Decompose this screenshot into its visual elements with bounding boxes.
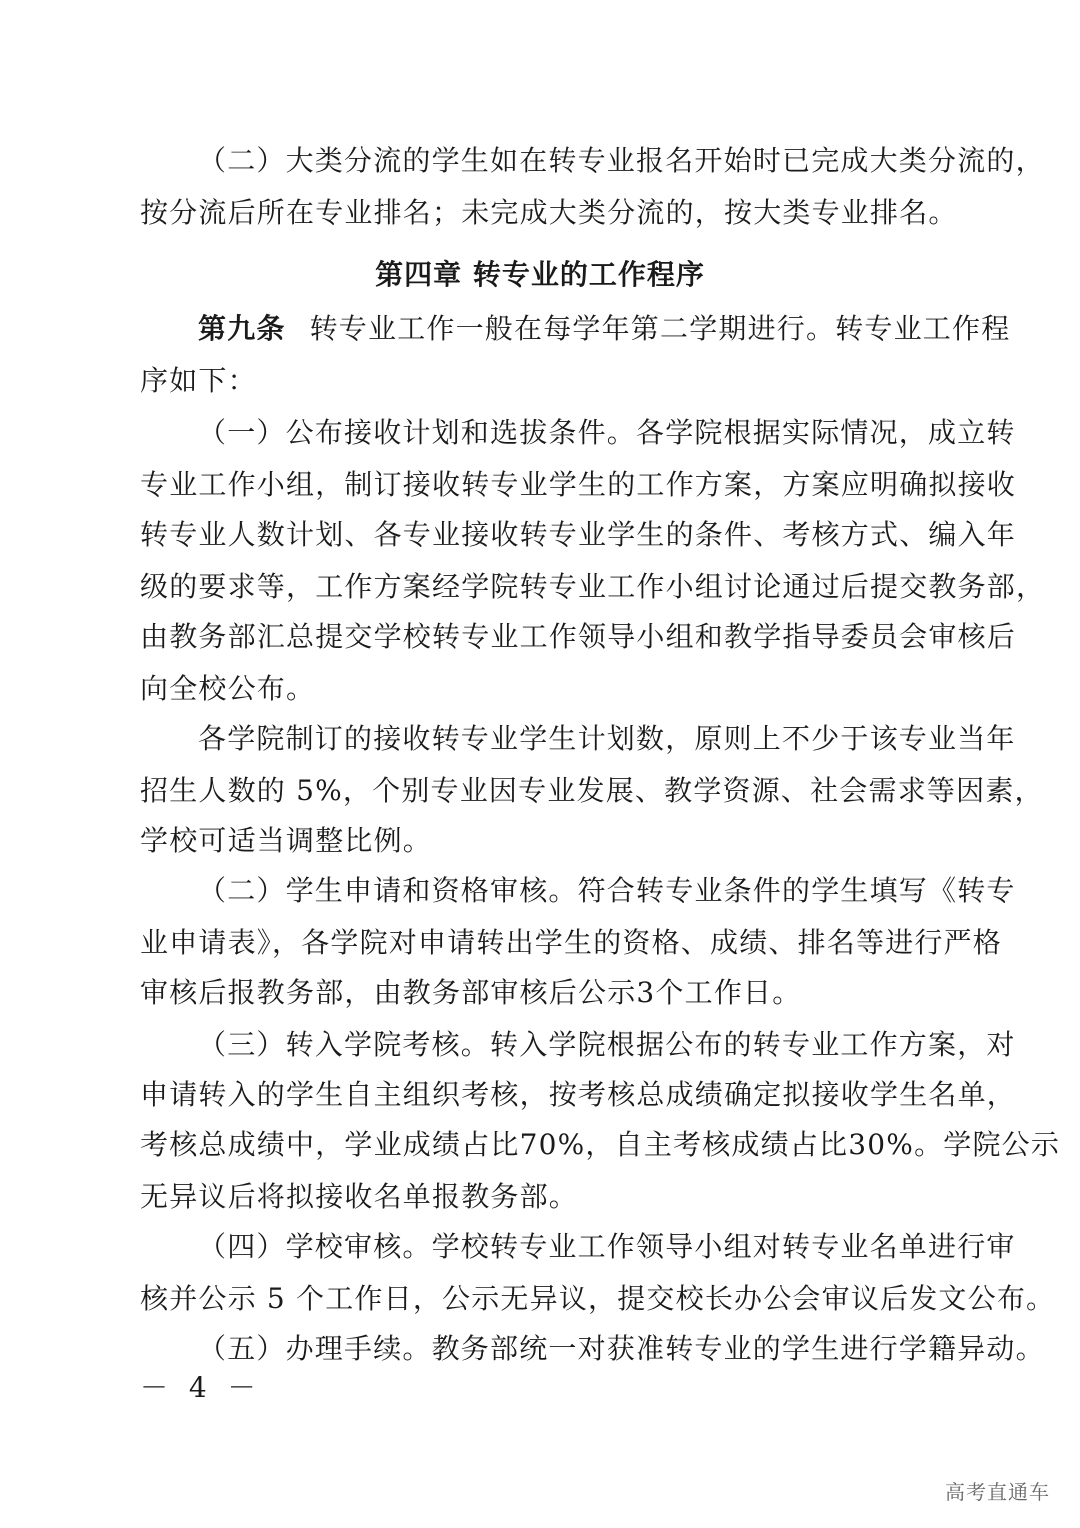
article-label: 第九条 [198,312,286,345]
paragraph-line: 各学院制订的接收转专业学生计划数，原则上不少于该专业当年 [198,722,1016,755]
paragraph-line: 转专业人数计划、各专业接收转专业学生的条件、考核方式、编入年 [140,518,1017,551]
paragraph-line: 专业工作小组，制订接收转专业学生的工作方案，方案应明确拟接收 [140,468,1017,501]
paragraph-line: （五）办理手续。教务部统一对获准转专业的学生进行学籍异动。 [198,1332,1045,1365]
paragraph-line: （一）公布接收计划和选拔条件。各学院根据实际情况，成立转 [198,416,1016,449]
article-line [198,304,1011,354]
paragraph-line: 由教务部汇总提交学校转专业工作领导小组和教学指导委员会审核后 [140,620,1017,653]
watermark: 高考直通车 [945,1480,1050,1504]
paragraph-line: （四）学校审核。学校转专业工作领导小组对转专业名单进行审 [198,1230,1016,1263]
page-number: － 4 － [140,1371,262,1404]
chapter-heading: 第四章 转专业的工作程序 [375,258,705,291]
paragraph-line: 级的要求等，工作方案经学院转专业工作小组讨论通过后提交教务部， [140,570,1046,603]
paragraph-line: （三）转入学院考核。转入学院根据公布的转专业工作方案，对 [198,1028,1016,1061]
paragraph-line: 审核后报教务部，由教务部审核后公示3个工作日。 [140,976,802,1009]
paragraph-line: 序如下： [140,364,257,397]
paragraph-line: 考核总成绩中，学业成绩占比70%，自主考核成绩占比30%。学院公示 [140,1128,1061,1161]
paragraph-line: 核并公示 5 个工作日，公示无异议，提交校长办公会审议后发文公布。 [140,1282,1056,1315]
paragraph-line: （二）大类分流的学生如在转专业报名开始时已完成大类分流的， [198,144,1045,177]
paragraph-line: 学校可适当调整比例。 [140,824,433,857]
paragraph-line: 申请转入的学生自主组织考核，按考核总成绩确定拟接收学生名单， [140,1078,1017,1111]
paragraph-line: 招生人数的 5%，个别专业因专业发展、教学资源、社会需求等因素， [140,774,1044,807]
article-text: 转专业工作一般在每学年第二学期进行。转专业工作程 [309,312,1011,345]
paragraph-line: 向全校公布。 [140,672,316,705]
paragraph-line: 按分流后所在专业排名；未完成大类分流的，按大类专业排名。 [140,196,958,229]
paragraph-line: 无异议后将拟接收名单报教务部。 [140,1180,579,1213]
paragraph-line: （二）学生申请和资格审核。符合转专业条件的学生填写《转专 [198,874,1016,907]
paragraph-line: 业申请表》，各学院对申请转出学生的资格、成绩、排名等进行严格 [140,926,1003,959]
